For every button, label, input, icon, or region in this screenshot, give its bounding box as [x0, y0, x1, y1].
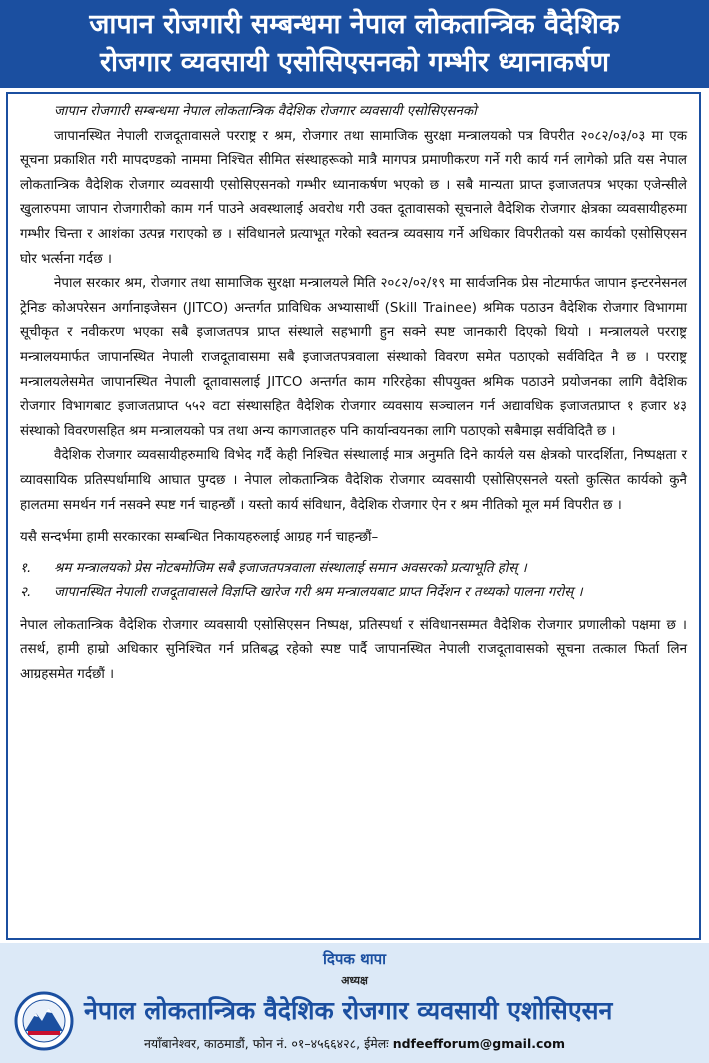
closing-paragraph: नेपाल लोकतान्त्रिक वैदेशिक रोजगार व्यवसायी एसोसिएसन निष्पक्ष, प्रतिस्पर्धा र संविधानसम्मत वैदेशिक रोजगार प्रणालीको पक्षमा छ । तसर्थ, हामी हाम्रो अधिकार सुनिश्चित गर्न प्रतिबद्ध रहेको स्पष्ट पार्दै जापानस्थित नेपाली राजदूतावासको सूचना तत्काल फिर्ता लिन आग्रहसमेत गर्दछौं ।: [20, 617, 687, 683]
paragraph-1: जापानस्थित नेपाली राजदूतावासले परराष्ट्र र श्रम, रोजगार तथा सामाजिक सुरक्षा मन्त्रालयको पत्र विपरीत २०८२/०३/०३ मा एक सूचना प्रकाशित गरी मापदण्डको नाममा निश्चित सीमित संस्थाहरूको मात्रै मागपत्र प्रमाणीकरण गर्ने गरी कार्य गर्न लागेको प्रति यस नेपाल लोकतान्त्रिक वैदेशिक रोजगार व्यवसायी एसोसिएसनको गम्भीर ध्यानाकर्षण भएको छ । सबै मान्यता प्राप्त इजाजतपत्र भएका एजेन्सीले खुलारुपमा जापान रोजगारीको काम गर्न पाउने अवस्थालाई अवरोध गरी उक्त दूतावासको सूचनाले वैदेशिक रोजगार क्षेत्रका व्यवसायीहरुमा गम्भीर चिन्ता र आशंका उत्पन्न गराएको छ । संविधानले प्रत्याभूत गरेको स्वतन्त्र व्यवसाय गर्ने अधिकार विपरीतको यस कार्यको एसोसिएसन घोर भर्त्सना गर्दछ ।: [20, 128, 687, 267]
list-item: [20, 581, 687, 606]
contact-line: [0, 1035, 709, 1052]
list-item-number: २.: [20, 585, 32, 601]
request-list: [20, 557, 687, 606]
paragraph-3: वैदेशिक रोजगार व्यवसायीहरुमाथि विभेद गर्दै केही निश्चित संस्थालाई मात्र अनुमति दिने कार्यले यस क्षेत्रको पारदर्शिता, निष्पक्षता र व्यावसायिक प्रतिस्पर्धामाथि आघात पुग्दछ । नेपाल लोकतान्त्रिक वैदेशिक रोजगार व्यवसायी एसोसिएसनले यस्तो कुत्सित कार्यको कुनै हालतमा समर्थन गर्न नसक्ने स्पष्ट गर्न चाहन्छौं । यस्तो कार्य संविधान, वैदेशिक रोजगार ऐन र श्रम नीतिको मूल मर्म विपरीत छ ।: [20, 448, 687, 513]
headline-line-2: रोजगार व्यवसायी एसोसिएसनको गम्भीर ध्यानाकर्षण: [100, 47, 609, 78]
signatory-role: अध्यक्ष: [341, 974, 368, 987]
notice-body: [6, 92, 701, 940]
signature-footer: [0, 943, 709, 1063]
signatory-name: दिपक थापा: [323, 950, 386, 968]
list-item-text: जापानस्थित नेपाली राजदूतावासले विज्ञप्ति खारेज गरी श्रम मन्त्रालयबाट प्राप्त निर्देशन र तथ्यको पालना गरोस् ।: [54, 585, 583, 601]
list-item-number: १.: [20, 560, 32, 576]
subject-line: जापान रोजगारी सम्बन्धमा नेपाल लोकतान्त्रिक वैदेशिक रोजगार व्यवसायी एसोसिएसनको: [54, 104, 477, 119]
organization-name: नेपाल लोकतान्त्रिक वैदेशिक रोजगार व्यवसायी एशोसिएसन: [84, 996, 613, 1025]
list-item: [20, 557, 687, 582]
paragraph-2: नेपाल सरकार श्रम, रोजगार तथा सामाजिक सुरक्षा मन्त्रालयले मिति २०८२/०२/१९ मा सार्वजनिक प्रेस नोटमार्फत जापान इन्टरनेसनल ट्रेनिङ कोअपरेसन अर्गानाइजेसन (JITCO) अन्तर्गत प्राविधिक अभ्यासार्थी (Skill Trainee) श्रमिक पठाउन वैदेशिक रोजगार विभागमा सूचीकृत र नवीकरण भएका सबै इजाजतपत्र प्राप्त संस्थाले सहभागी हुन सक्ने स्पष्ट जानकारी दिएको थियो । मन्त्रालयले परराष्ट्र मन्त्रालयमार्फत जापानस्थित नेपाली राजदूतावासमा सबै इजाजतपत्रवाला संस्थाको विवरण समेत पठाएको सर्वविदित नै छ । परराष्ट्र मन्त्रालयलेसमेत जापानस्थित नेपाली दूतावासलाई JITCO अन्तर्गत काम गरिरहेका सीपयुक्त श्रमिक पठाउने प्रयोजनका लागि वैदेशिक रोजगार विभागबाट इजाजतप्राप्त ५५२ वटा संस्थासहित वैदेशिक रोजगार व्यवसाय सञ्चालन गर्न अद्यावधिक इजाजतप्राप्त १ हजार ४३ संस्थाको विवरणसहित श्रम मन्त्रालयको पत्र तथा अन्य कागजातहरु पनि कार्यान्वयनका लागि पठाएको सबैमाझ सर्वविदितै छ ।: [20, 276, 687, 439]
list-item-text: श्रम मन्त्रालयको प्रेस नोटबमोजिम सबै इजाजतपत्रवाला संस्थालाई समान अवसरको प्रत्याभूति होस् ।: [54, 560, 527, 576]
headline-line-1: जापान रोजगारी सम्बन्धमा नेपाल लोकतान्त्रिक वैदेशिक: [89, 9, 620, 40]
address-text: नयाँबानेश्वर, काठमाडौं, फोन नं. ०१–४५६६४२८, ईमेलः: [143, 1036, 389, 1051]
request-intro: यसै सन्दर्भमा हामी सरकारका सम्बन्धित निकायहरुलाई आग्रह गर्न चाहन्छौं–: [20, 530, 379, 546]
notice-header: [0, 0, 709, 88]
email-link[interactable]: ndfeefforum@gmail.com: [392, 1036, 565, 1051]
